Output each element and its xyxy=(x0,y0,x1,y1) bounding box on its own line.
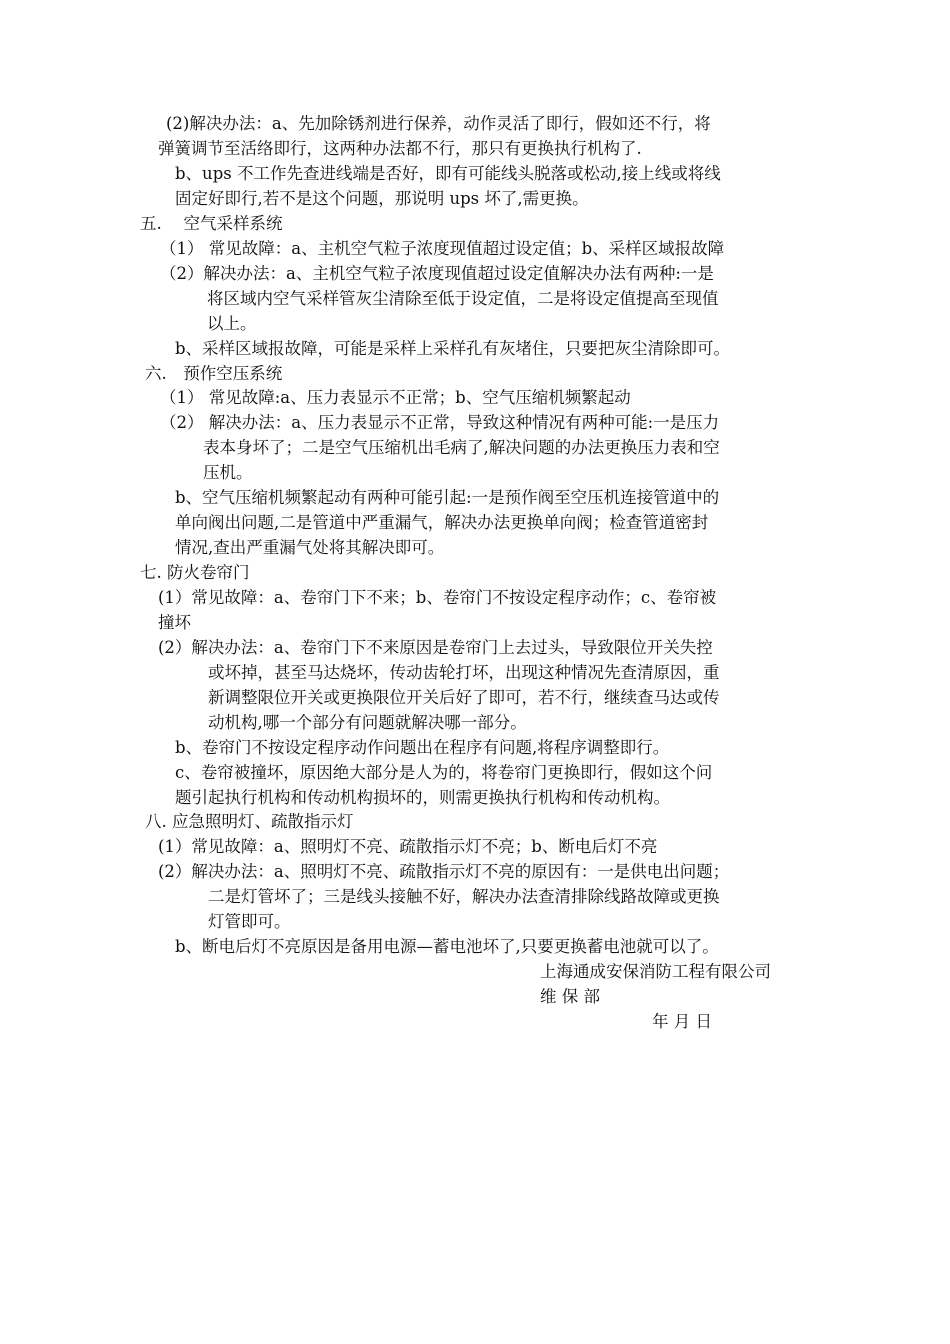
sec7-fault-line2: 撞坏 xyxy=(158,613,191,632)
sec8-solution-line3: 灯管即可。 xyxy=(208,912,291,931)
sec6-fault: （1） 常见故障:a、压力表显示不正常；b、空气压缩机频繁起动 xyxy=(160,388,631,407)
sec7-c-line2: 题引起执行机构和传动机构损坏的，则需更换执行机构和传动机构。 xyxy=(175,788,670,807)
sec8-b: b、断电后灯不亮原因是备用电源—蓄电池坏了,只要更换蓄电池就可以了。 xyxy=(175,937,719,956)
sec6-b-line2: 单向阀出问题,二是管道中严重漏气，解决办法更换单向阀；检查管道密封 xyxy=(175,513,709,532)
sec6-solution-line2: 表本身坏了；二是空气压缩机出毛病了,解决问题的办法更换压力表和空 xyxy=(203,438,720,457)
sec6-solution-line1: （2） 解决办法：a、压力表显示不正常，导致这种情况有两种可能:一是压力 xyxy=(160,413,720,432)
sec7-b: b、卷帘门不按设定程序动作问题出在程序有问题,将程序调整即行。 xyxy=(175,738,670,757)
sec5-solution-line1: （2）解决办法：a、主机空气粒子浓度现值超过设定值解决办法有两种:一是 xyxy=(160,264,714,283)
sec8-fault: (1）常见故障：a、照明灯不亮、疏散指示灯不亮；b、断电后灯不亮 xyxy=(158,837,658,856)
sec7-solution-line1: (2）解决办法：a、卷帘门下不来原因是卷帘门上去过头，导致限位开关失控 xyxy=(158,638,713,657)
sec7-solution-line3: 新调整限位开关或更换限位开关后好了即可，若不行，继续查马达或传 xyxy=(208,688,720,707)
sec6-solution-line3: 压机。 xyxy=(203,463,253,482)
sec5-solution-line2: 将区域内空气采样管灰尘清除至低于设定值，二是将设定值提高至现值 xyxy=(207,289,719,308)
sec8-heading: 八. 应急照明灯、疏散指示灯 xyxy=(145,812,354,831)
sec5-heading: 五. 空气采样系统 xyxy=(140,214,283,233)
sec6-heading: 六. 预作空压系统 xyxy=(145,364,283,383)
sec7-fault-line1: (1）常见故障：a、卷帘门下不来；b、卷帘门不按设定程序动作；c、卷帘被 xyxy=(158,588,717,607)
sec7-c-line1: c、卷帘被撞坏，原因绝大部分是人为的，将卷帘门更换即行，假如这个问 xyxy=(175,763,713,782)
sec4-solution-line2: 弹簧调节至活络即行，这两种办法都不行，那只有更换执行机构了. xyxy=(158,139,642,158)
sec7-solution-line4: 动机构,哪一个部分有问题就解决哪一部分。 xyxy=(208,713,527,732)
sec4-b-line2: 固定好即行,若不是这个问题，那说明 ups 坏了,需更换。 xyxy=(175,189,589,208)
sec8-solution-line1: (2）解决办法：a、照明灯不亮、疏散指示灯不亮的原因有：一是供电出问题； xyxy=(158,862,730,881)
sec4-b-line1: b、ups 不工作先查进线端是否好，即有可能线头脱落或松动,接上线或将线 xyxy=(175,164,721,183)
sec5-b: b、采样区域报故障，可能是采样上采样孔有灰堵住，只要把灰尘清除即可。 xyxy=(175,339,731,358)
date-line: 年 月 日 xyxy=(652,1012,712,1031)
sec4-solution-line1: (2)解决办法：a、先加除锈剂进行保养，动作灵活了即行，假如还不行，将 xyxy=(166,114,711,133)
company-name: 上海通成安保消防工程有限公司 xyxy=(540,962,771,981)
sec6-b-line1: b、空气压缩机频繁起动有两种可能引起:一是预作阀至空压机连接管道中的 xyxy=(175,488,720,507)
department-name: 维 保 部 xyxy=(540,987,600,1006)
sec6-b-line3: 情况,查出严重漏气处将其解决即可。 xyxy=(175,538,445,557)
sec7-solution-line2: 或坏掉，甚至马达烧坏，传动齿轮打坏，出现这种情况先查清原因，重 xyxy=(208,663,720,682)
sec8-solution-line2: 二是灯管坏了；三是线头接触不好，解决办法查清排除线路故障或更换 xyxy=(208,887,720,906)
sec5-solution-line3: 以上。 xyxy=(207,314,257,333)
sec7-heading: 七. 防火卷帘门 xyxy=(140,563,250,582)
sec5-fault: （1） 常见故障：a、主机空气粒子浓度现值超过设定值；b、采样区域报故障 xyxy=(160,239,725,258)
